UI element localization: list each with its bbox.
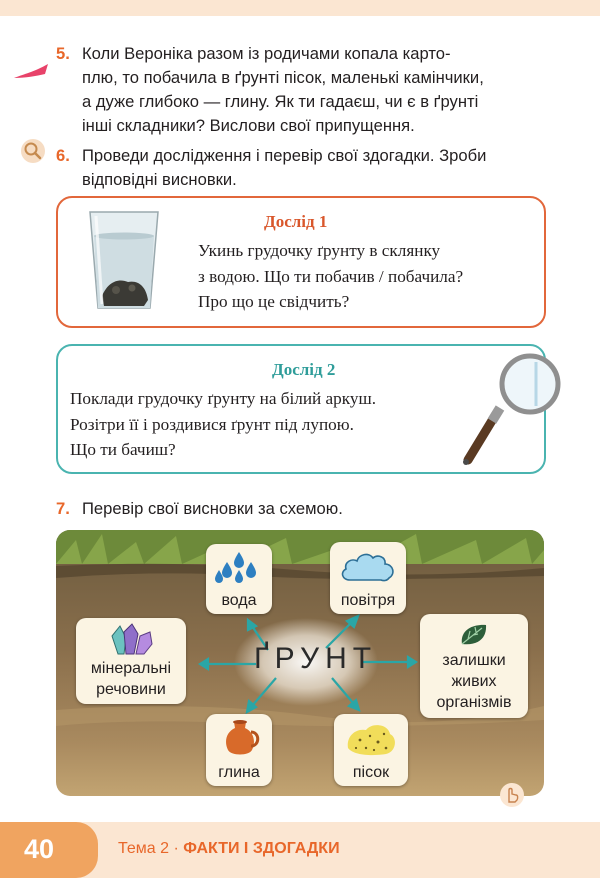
experiment-2-line-3: Що ти бачиш? [70, 440, 176, 459]
experiment-2-line-1: Поклади грудочку ґрунту на білий аркуш. [70, 389, 376, 408]
sand-pile-icon [344, 718, 398, 758]
task-7-text: Перевір свої висновки за схемою. [82, 499, 343, 518]
component-water [206, 544, 272, 614]
experiment-1-text [198, 238, 463, 315]
experiment-2-text [70, 386, 376, 463]
component-clay [206, 714, 272, 786]
component-organic-remains [420, 614, 528, 718]
task-5-number: 5. [56, 44, 70, 63]
pink-arrow-icon [12, 60, 52, 82]
water-label: вода [221, 592, 257, 609]
task-5-line-4: інші складники? Вислови свої припущення. [82, 116, 415, 135]
task-6 [56, 144, 556, 192]
glass-of-water-icon [84, 206, 164, 314]
page-number: 40 [24, 834, 55, 864]
task-6-line-1: Проведи дослідження і перевір свої здогадки. Зроби [82, 146, 487, 165]
task-7-number: 7. [56, 499, 70, 518]
clay-jug-icon [220, 718, 260, 760]
water-drops-icon [214, 550, 264, 586]
component-air [330, 542, 406, 614]
task-5-line-3: а дуже глибоко — глину. Як ти гадаєш, чи є в ґрунті [82, 92, 479, 111]
remains-label-line-1: залишки [442, 652, 506, 669]
remains-label-line-2: живих [451, 673, 497, 690]
remains-label-line-3: організмів [436, 694, 512, 711]
research-magnifier-icon [20, 138, 46, 164]
component-minerals [76, 618, 186, 704]
component-sand [334, 714, 408, 786]
task-5 [56, 42, 556, 138]
soil-center-label: ҐРУНТ [254, 642, 378, 675]
crystals-icon [110, 622, 154, 656]
experiment-1-line-2: з водою. Що ти побачив / побачила? [198, 266, 464, 286]
experiment-1-card [56, 196, 546, 328]
air-label: повітря [340, 592, 396, 609]
task-6-line-2: відповідні висновки. [82, 170, 237, 189]
minerals-label-line-1: мінеральні [90, 660, 172, 677]
task-5-line-2: плю, то побачила в ґрунті пісок, маленькі камінчики, [82, 68, 484, 87]
footer-topic-prefix: Тема 2 · [118, 840, 184, 857]
footer-topic-title: ФАКТИ І ЗДОГАДКИ [183, 840, 340, 857]
experiment-1-line-3: Про що це свідчить? [198, 292, 350, 311]
soil-scheme [56, 530, 544, 796]
task-6-number: 6. [56, 146, 70, 165]
page-number-box [0, 822, 98, 878]
experiment-2-line-2: Розітри її і роздивися ґрунт під лупою. [70, 414, 354, 434]
top-band [0, 0, 600, 16]
leaf-icon [458, 622, 490, 648]
sand-label: пісок [352, 764, 390, 781]
minerals-label-line-2: речовини [96, 681, 166, 698]
experiment-2-title: Дослід 2 [272, 360, 336, 379]
experiment-1-title: Дослід 1 [264, 212, 328, 231]
cloud-icon [338, 548, 398, 586]
experiment-1-line-1: Укинь грудочку ґрунту в склянку [198, 241, 441, 260]
magnifying-glass-icon [456, 352, 570, 470]
hand-pointer-icon [498, 782, 526, 808]
task-5-line-1: Коли Вероніка разом із родичами копала карто- [82, 44, 451, 63]
footer-topic [118, 840, 340, 858]
task-7 [56, 497, 556, 521]
clay-label: глина [218, 764, 260, 781]
